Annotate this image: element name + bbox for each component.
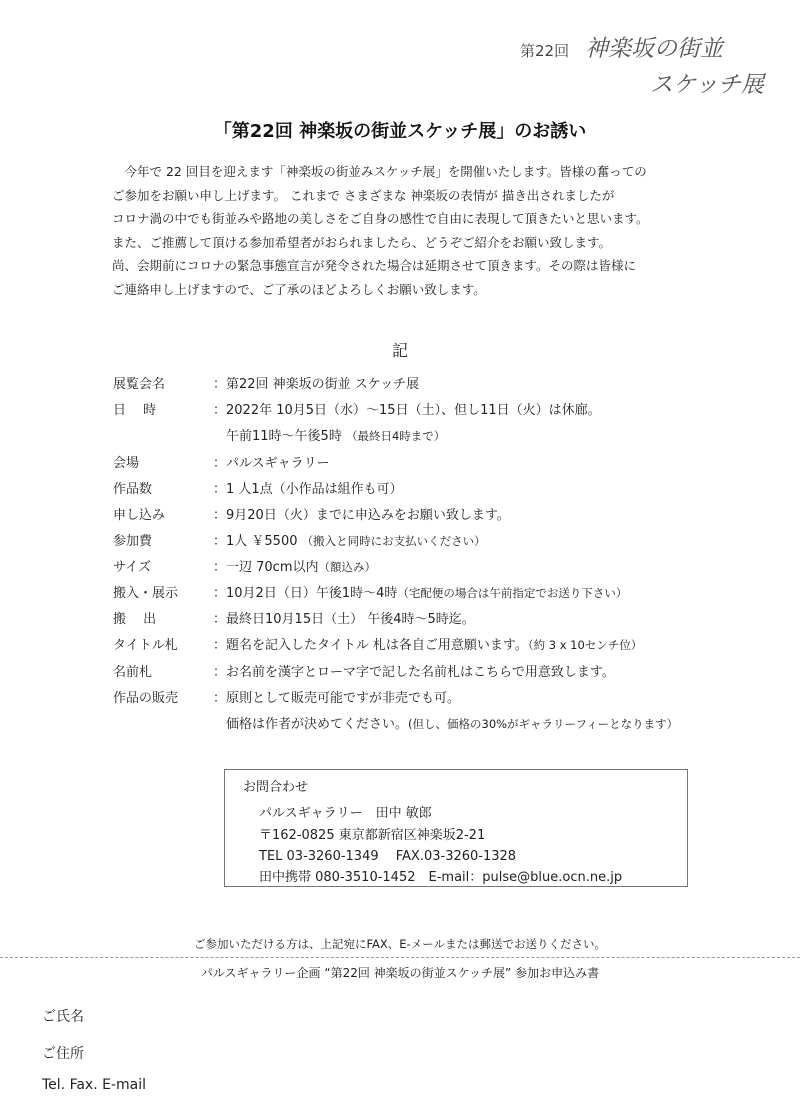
contact-heading: お問合わせ bbox=[243, 780, 309, 795]
detail-value: ：1人 ￥5500 （搬入と同時にお支払いください） bbox=[213, 534, 486, 549]
detail-label: 展覧会名 bbox=[113, 377, 166, 392]
detail-label: 名前札 bbox=[113, 665, 153, 680]
contact-box bbox=[224, 769, 688, 887]
detail-value: ：2022年 10月5日（水）～15日（土）、但し11日（火）は休廊。 bbox=[213, 403, 601, 418]
detail-value: ：題名を記入したタイトル 札は各自ご用意願います。（約 3 x 10センチ位） bbox=[213, 638, 643, 653]
detail-label: 申し込み bbox=[113, 508, 166, 523]
intro-line: ご連絡申し上げますので、ご了承のほどよろしくお願い致します。 bbox=[112, 281, 486, 297]
detail-value: 価格は作者が決めてください。(但し、価格の30%がギャラリーフィーとなります） bbox=[213, 717, 679, 732]
intro-line: コロナ渦の中でも街並みや路地の美しさをご自身の感性で自由に表現して頂きたいと思います。 bbox=[112, 211, 649, 227]
intro-line: 今年で 22 回目を迎えます「神楽坂の街並みスケッチ展」を開催いたします。皆様の奮っての bbox=[124, 164, 647, 179]
form-field-contact: Tel. Fax. E-mail bbox=[42, 1077, 147, 1093]
logo-title-line1: 神楽坂の街並 bbox=[585, 36, 723, 62]
detail-value: ：お名前を漢字とローマ字で記した名前札はこちらで用意致します。 bbox=[213, 665, 615, 680]
detail-value: ：最終日10月15日（土） 午後4時～5時迄。 bbox=[213, 612, 475, 627]
detail-value: ：第22回 神楽坂の街並 スケッチ展 bbox=[213, 377, 420, 392]
contact-tel-fax: TEL 03-3260-1349 FAX.03-3260-1328 bbox=[259, 849, 517, 864]
application-form-title: パルスギャラリー企画 “第22回 神楽坂の街並スケッチ展” 参加お申込み書 bbox=[200, 966, 600, 980]
contact-address: 〒162-0825 東京都新宿区神楽坂2-21 bbox=[259, 828, 486, 843]
detail-label: 搬入・展示 bbox=[113, 586, 179, 601]
contact-name: パルスギャラリー 田中 敏郎 bbox=[259, 806, 432, 821]
detail-value: 午前11時～午後5時 （最終日4時まで） bbox=[213, 429, 446, 444]
detail-value: ：1 人1点（小作品は組作も可） bbox=[213, 482, 403, 497]
send-instruction: ご参加いただける方は、上記宛にFAX、E-メールまたは郵送でお送りください。 bbox=[194, 937, 606, 951]
detail-label: 搬 出 bbox=[113, 612, 157, 627]
contact-mobile-email: 田中携帯 080-3510-1452 E-mail：pulse@blue.ocn.ne.jp bbox=[259, 870, 623, 885]
detail-label: 参加費 bbox=[113, 534, 153, 549]
detail-value: ：パルスギャラリー bbox=[213, 456, 330, 471]
detail-label: 日 時 bbox=[113, 403, 157, 418]
detail-value: ：9月20日（火）までに申込みをお願い致します。 bbox=[213, 508, 510, 523]
intro-paragraph bbox=[112, 160, 712, 302]
detail-value: ：一辺 70cm以内（額込み） bbox=[213, 560, 376, 575]
form-field-name: ご氏名 bbox=[42, 1009, 84, 1025]
detail-label: サイズ bbox=[113, 560, 151, 575]
logo-title-line2: スケッチ展 bbox=[650, 72, 764, 98]
detail-label: 会場 bbox=[113, 456, 140, 471]
intro-line: また、ご推薦して頂ける参加希望者がおられましたら、どうぞご紹介をお願い致します。 bbox=[112, 234, 612, 250]
logo-edition: 第22回 bbox=[520, 42, 570, 60]
detail-label: 作品の販売 bbox=[113, 691, 179, 706]
detail-label: 作品数 bbox=[113, 482, 153, 497]
form-field-address: ご住所 bbox=[42, 1046, 84, 1062]
intro-line: 尚、会期前にコロナの緊急事態宣言が発令された場合は延期させて頂きます。その際は皆様に bbox=[112, 258, 637, 274]
detail-value: ：原則として販売可能ですが非売でも可。 bbox=[213, 691, 461, 706]
ki-heading: 記 bbox=[391, 341, 408, 360]
detail-label: タイトル札 bbox=[113, 638, 178, 653]
intro-line: ご参加をお願い申し上げます。 これまで さまざまな 神楽坂の表情が 描き出されましたが bbox=[112, 187, 615, 203]
detail-value: ：10月2日（日）午後1時～4時（宅配便の場合は午前指定でお送り下さい） bbox=[213, 586, 628, 601]
document-title: 「第22回 神楽坂の街並スケッチ展」のお誘い bbox=[213, 121, 587, 142]
cut-line bbox=[0, 957, 800, 958]
